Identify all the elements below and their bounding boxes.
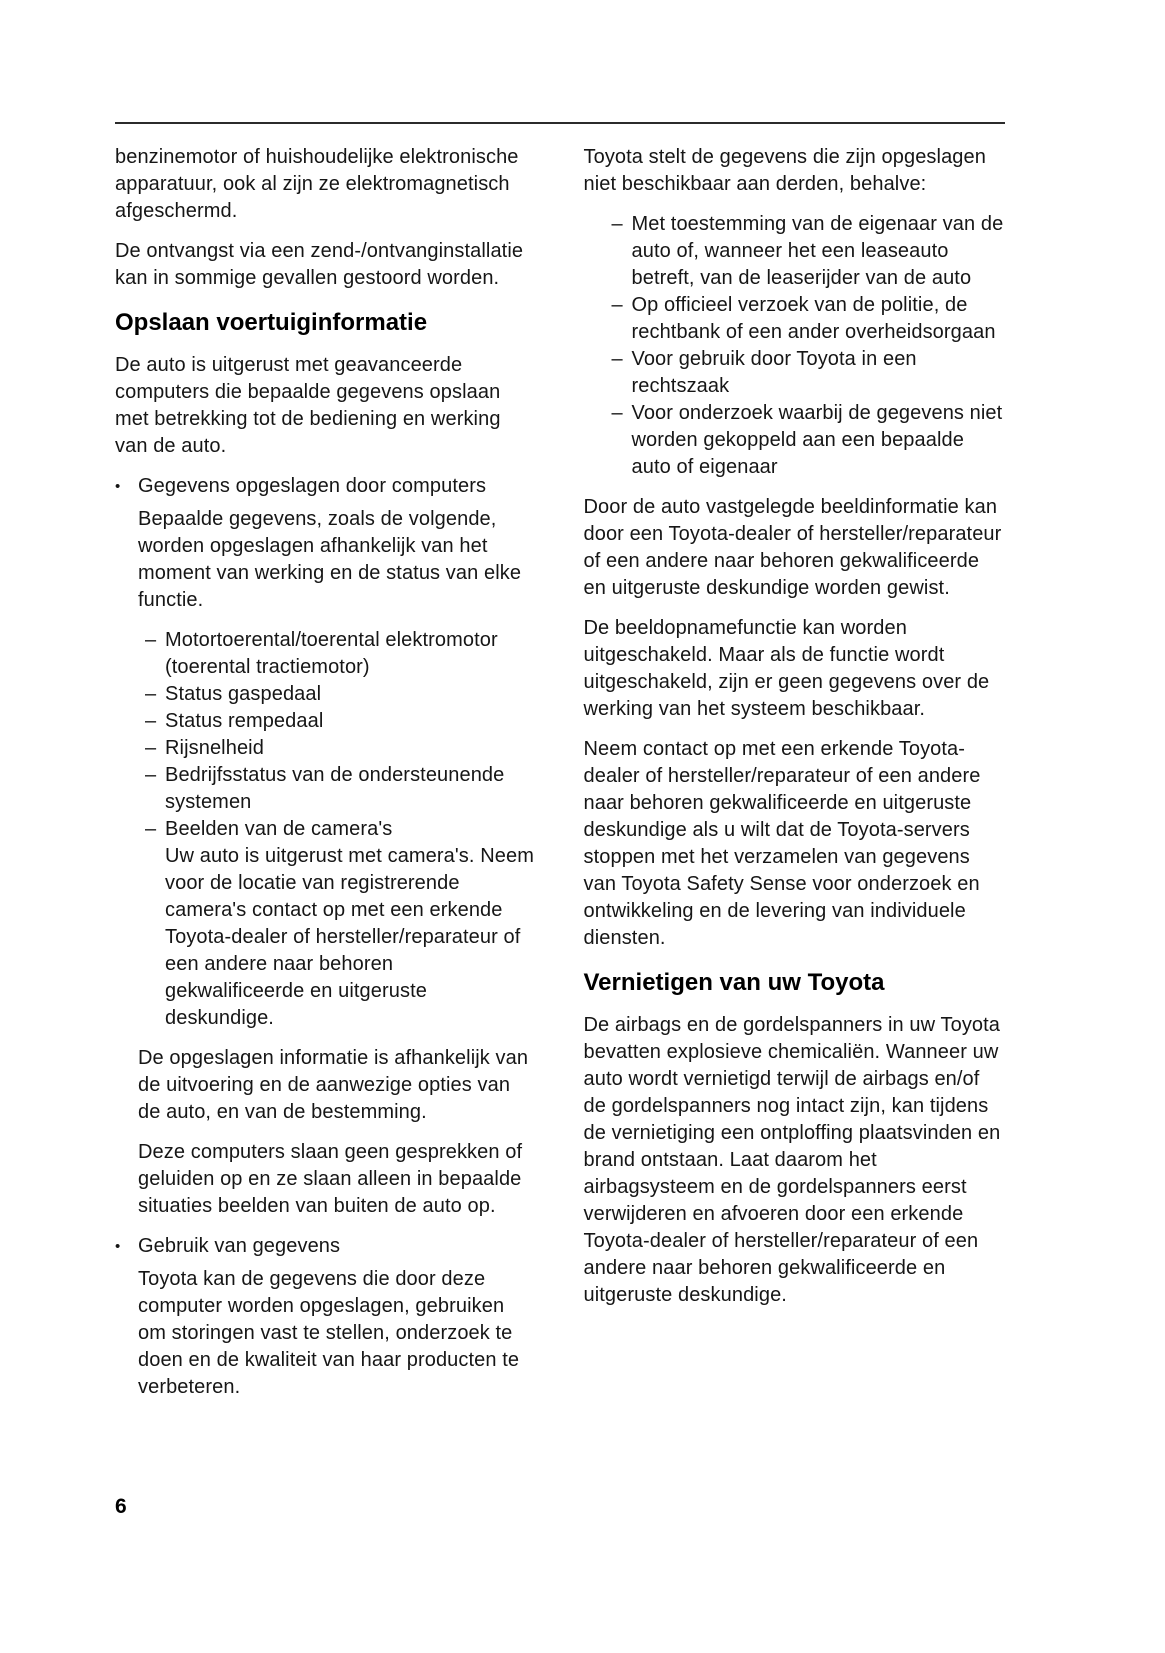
- bullet-title: Gegevens opgeslagen door computers: [138, 475, 487, 497]
- paragraph: Neem contact op met een erkende Toyota-dealer of hersteller/reparateur of een andere naar behoren gekwalificeerde en uitgeruste deskundige als u wilt dat de Toyota-servers stoppen met het verzamelen van gegevens van Toyota Safety Sense voor onderzoek en ontwikkeling en de levering van individuele diensten.: [583, 738, 981, 949]
- list-item: [612, 400, 1006, 481]
- dash-marker: –: [145, 710, 157, 732]
- list-item-text: Met toestemming van de eigenaar van de auto of, wanneer het een leaseauto betreft, van de leaserijder van de auto: [631, 213, 1004, 289]
- list-item-text: Motortoerental/toerental elektromotor (toerental tractiemotor): [165, 629, 498, 678]
- list-item: [145, 708, 537, 735]
- page-number: 6: [115, 1495, 127, 1518]
- bullet-item-gegevens-opgeslagen: [115, 473, 537, 500]
- dash-marker: –: [145, 737, 157, 759]
- list-item-text: Status gaspedaal: [165, 683, 322, 705]
- section-heading-opslaan-voertuiginformatie: Opslaan voertuiginformatie: [115, 309, 428, 336]
- dash-marker: –: [145, 683, 157, 705]
- list-item: [145, 681, 537, 708]
- list-item-camera: [165, 816, 537, 1032]
- dash-marker: –: [611, 348, 623, 370]
- list-item-text: Voor onderzoek waarbij de gegevens niet worden gekoppeld aan een bepaalde auto of eigenaar: [631, 402, 1003, 478]
- paragraph: De ontvangst via een zend-/ontvanginstallatie kan in sommige gevallen gestoord worden.: [115, 240, 524, 289]
- bullet-item-gebruik-van-gegevens: [115, 1233, 537, 1260]
- bullet-content: [138, 506, 537, 1220]
- bullet-content: [138, 1266, 537, 1401]
- paragraph: Deze computers slaan geen gesprekken of geluiden op en ze slaan alleen in bepaalde situaties beelden van buiten de auto op.: [138, 1141, 523, 1217]
- paragraph: benzinemotor of huishoudelijke elektronische apparatuur, ook al zijn ze elektromagnetisch afgeschermd.: [115, 146, 519, 222]
- list-item-text: Beelden van de camera's: [165, 818, 393, 840]
- stored-data-list: [145, 627, 537, 1032]
- paragraph: De auto is uitgerust met geavanceerde computers die bepaalde gegevens opslaan met betrekking tot de bediening en werking van de auto.: [115, 354, 501, 457]
- dash-marker: –: [611, 213, 623, 235]
- paragraph: Door de auto vastgelegde beeldinformatie kan door een Toyota-dealer of hersteller/reparateur of een andere naar behoren gekwalificeerde en uitgeruste deskundige worden gewist.: [583, 496, 1002, 599]
- paragraph: Toyota kan de gegevens die door deze computer worden opgeslagen, gebruiken om storingen vast te stellen, onderzoek te doen en de kwaliteit van haar producten te verbeteren.: [138, 1268, 520, 1398]
- list-item: [612, 211, 1006, 292]
- dash-marker: –: [611, 294, 623, 316]
- list-item-text: Voor gebruik door Toyota in een rechtszaak: [631, 348, 917, 397]
- bullet-title: Gebruik van gegevens: [138, 1235, 341, 1257]
- list-item: [145, 627, 537, 681]
- section-heading-vernietigen-van-uw-toyota: Vernietigen van uw Toyota: [583, 969, 885, 996]
- dash-marker: –: [145, 818, 157, 840]
- dash-marker: –: [145, 764, 157, 786]
- dash-marker: –: [145, 629, 157, 651]
- dash-marker: –: [611, 402, 623, 424]
- list-item-text: Op officieel verzoek van de politie, de rechtbank of een ander overheidsorgaan: [631, 294, 996, 343]
- left-column: [115, 144, 537, 1414]
- list-item-text: Rijsnelheid: [165, 737, 264, 759]
- list-item-note: Uw auto is uitgerust met camera's. Neem voor de locatie van registrerende camera's contact op met een erkende Toyota-dealer of hersteller/reparateur of een andere naar behoren gekwalificeerde en uitgeruste deskundige.: [165, 845, 534, 1029]
- list-item-text: Status rempedaal: [165, 710, 324, 732]
- list-item: [145, 762, 537, 816]
- list-item-text: Bedrijfsstatus van de ondersteunende systemen: [165, 764, 505, 813]
- paragraph: De beeldopnamefunctie kan worden uitgeschakeld. Maar als de functie wordt uitgeschakeld, zijn er geen gegevens over de werking van het systeem beschikbaar.: [583, 617, 990, 720]
- bullet-marker: •: [115, 1238, 121, 1255]
- paragraph: De opgeslagen informatie is afhankelijk van de uitvoering en de aanwezige opties van de auto, en van de bestemming.: [138, 1047, 529, 1123]
- paragraph: Toyota stelt de gegevens die zijn opgeslagen niet beschikbaar aan derden, behalve:: [583, 146, 986, 195]
- paragraph: Bepaalde gegevens, zoals de volgende, worden opgeslagen afhankelijk van het moment van werking en de status van elke functie.: [138, 508, 522, 611]
- list-item: [145, 735, 537, 762]
- list-item: [612, 346, 1006, 400]
- right-column: [584, 144, 1006, 1322]
- list-item: [612, 292, 1006, 346]
- list-item: [145, 816, 537, 1032]
- bullet-marker: •: [115, 478, 121, 495]
- two-column-layout: [115, 144, 1005, 1414]
- disclosure-exceptions-list: [612, 211, 1006, 481]
- top-rule: [115, 122, 1005, 124]
- paragraph: De airbags en de gordelspanners in uw Toyota bevatten explosieve chemicaliën. Wanneer uw auto wordt vernietigd terwijl de airbags en/of de gordelspanners nog intact zijn, kan tijdens de vernietiging een ontploffing plaatsvinden en brand ontstaan. Laat daarom het airbagsysteem en de gordelspanners eerst verwijderen en afvoeren door een erkende Toyota-dealer of hersteller/reparateur of een andere naar behoren gekwalificeerde en uitgeruste deskundige.: [583, 1014, 1001, 1306]
